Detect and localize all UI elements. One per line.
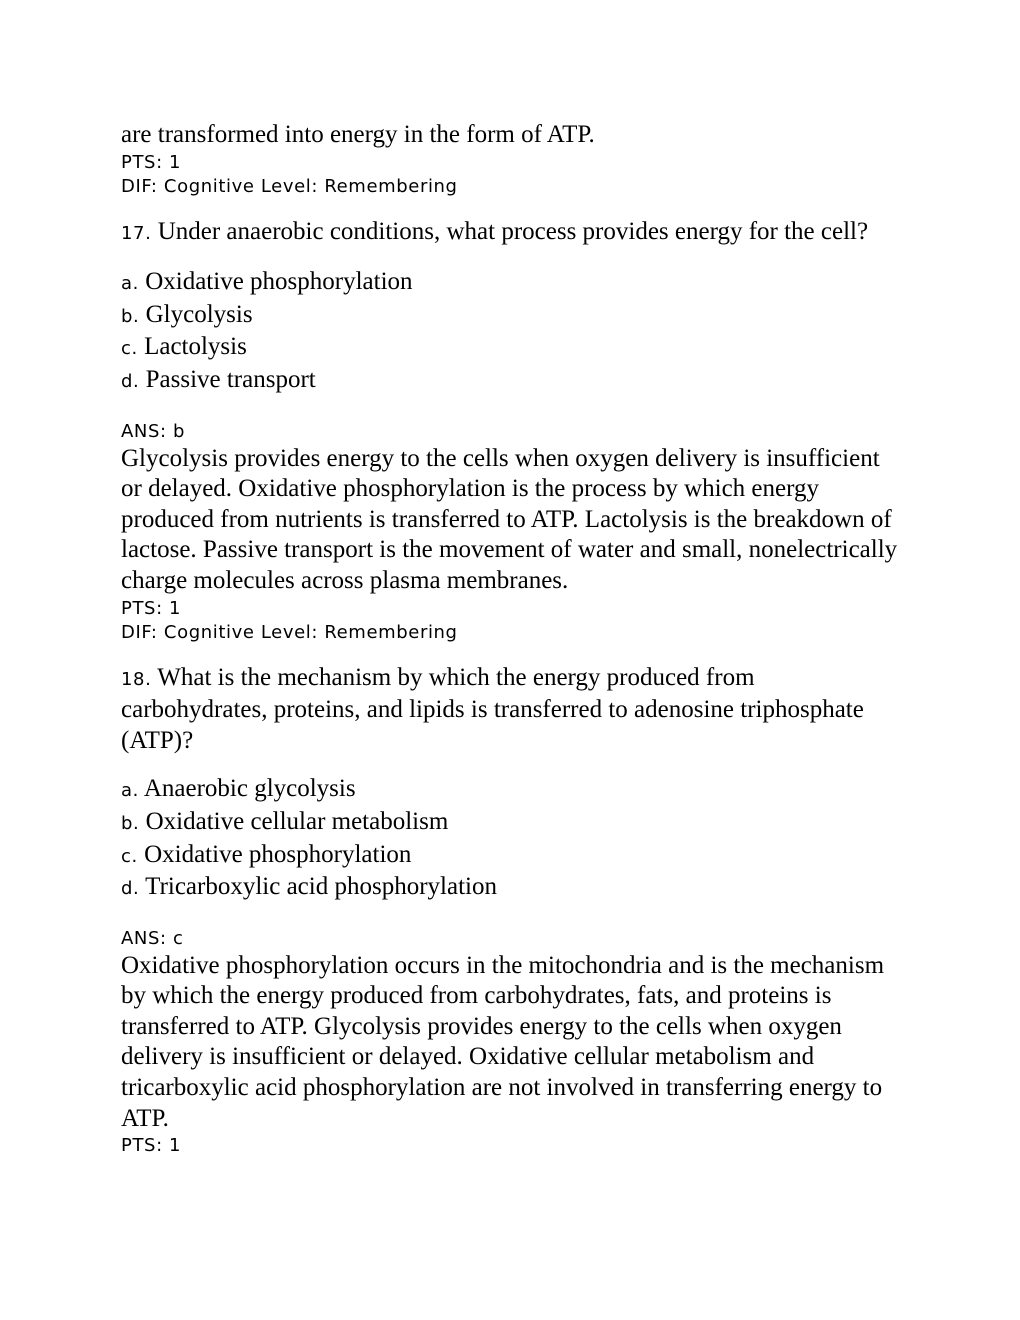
option-a bbox=[121, 267, 901, 300]
option-text: Anaerobic glycolysis bbox=[143, 775, 356, 803]
rationale-text: Glycolysis provides energy to the cells when oxygen delivery is insufficient or delayed. Oxidative phosphorylation is the process by which energy produced from nutrients is transferred to ATP. Lactolysis is the breakdown of lactose. Passive transport is the movement of water and small, nonelectrically charge molecules across plasma membranes. bbox=[121, 444, 898, 594]
difficulty-label: DIF: Cognitive Level: Remembering bbox=[121, 621, 458, 643]
difficulty-label: DIF: Cognitive Level: Remembering bbox=[121, 175, 458, 197]
option-letter: b. bbox=[121, 812, 140, 834]
option-text: Oxidative phosphorylation bbox=[144, 840, 412, 868]
rationale-text: Oxidative phosphorylation occurs in the mitochondria and is the mechanism by which the energy produced from carbohydrates, fats, and proteins is transferred to ATP. Glycolysis provides energy to the cells when oxygen delivery is insufficient or delayed. Oxidative cellular metabolism and tricarboxylic acid phosphorylation are not involved in transferring energy to ATP. bbox=[121, 951, 885, 1132]
question-text: Under anaerobic conditions, what process provides energy for the cell? bbox=[157, 217, 869, 245]
option-d bbox=[121, 365, 901, 398]
option-letter: c. bbox=[121, 338, 138, 360]
option-letter: d. bbox=[121, 878, 140, 900]
option-letter: a. bbox=[121, 273, 139, 295]
points-label: PTS: 1 bbox=[121, 151, 182, 173]
option-text: Oxidative cellular metabolism bbox=[145, 807, 449, 835]
option-text: Glycolysis bbox=[145, 300, 253, 328]
question-18 bbox=[121, 663, 901, 1159]
answer-label: ANS: b bbox=[121, 420, 186, 442]
option-text: Lactolysis bbox=[144, 333, 247, 361]
option-letter: c. bbox=[121, 845, 138, 867]
question-number: 17. bbox=[121, 222, 152, 244]
option-c bbox=[121, 840, 901, 873]
question-text: What is the mechanism by which the energy produced from carbohydrates, proteins, and lipids is transferred to adenosine triphosphate (ATP)? bbox=[121, 663, 864, 754]
document-page bbox=[121, 120, 901, 1158]
question-number: 18. bbox=[121, 668, 152, 690]
option-b bbox=[121, 807, 901, 840]
question-stem bbox=[121, 663, 901, 757]
options-list bbox=[121, 267, 901, 397]
option-d bbox=[121, 872, 901, 905]
option-a bbox=[121, 774, 901, 807]
option-text: Tricarboxylic acid phosphorylation bbox=[145, 873, 497, 901]
intro-text: are transformed into energy in the form of ATP. bbox=[121, 121, 595, 148]
options-list bbox=[121, 774, 901, 904]
points-label: PTS: 1 bbox=[121, 597, 182, 619]
option-c bbox=[121, 332, 901, 365]
points-label: PTS: 1 bbox=[121, 1135, 182, 1157]
option-letter: b. bbox=[121, 305, 140, 327]
answer-label: ANS: c bbox=[121, 927, 184, 949]
option-letter: d. bbox=[121, 370, 140, 392]
question-17 bbox=[121, 217, 901, 645]
option-b bbox=[121, 300, 901, 333]
option-text: Passive transport bbox=[145, 365, 316, 393]
question-stem bbox=[121, 217, 901, 250]
option-letter: a. bbox=[121, 780, 139, 802]
option-text: Oxidative phosphorylation bbox=[145, 268, 413, 296]
